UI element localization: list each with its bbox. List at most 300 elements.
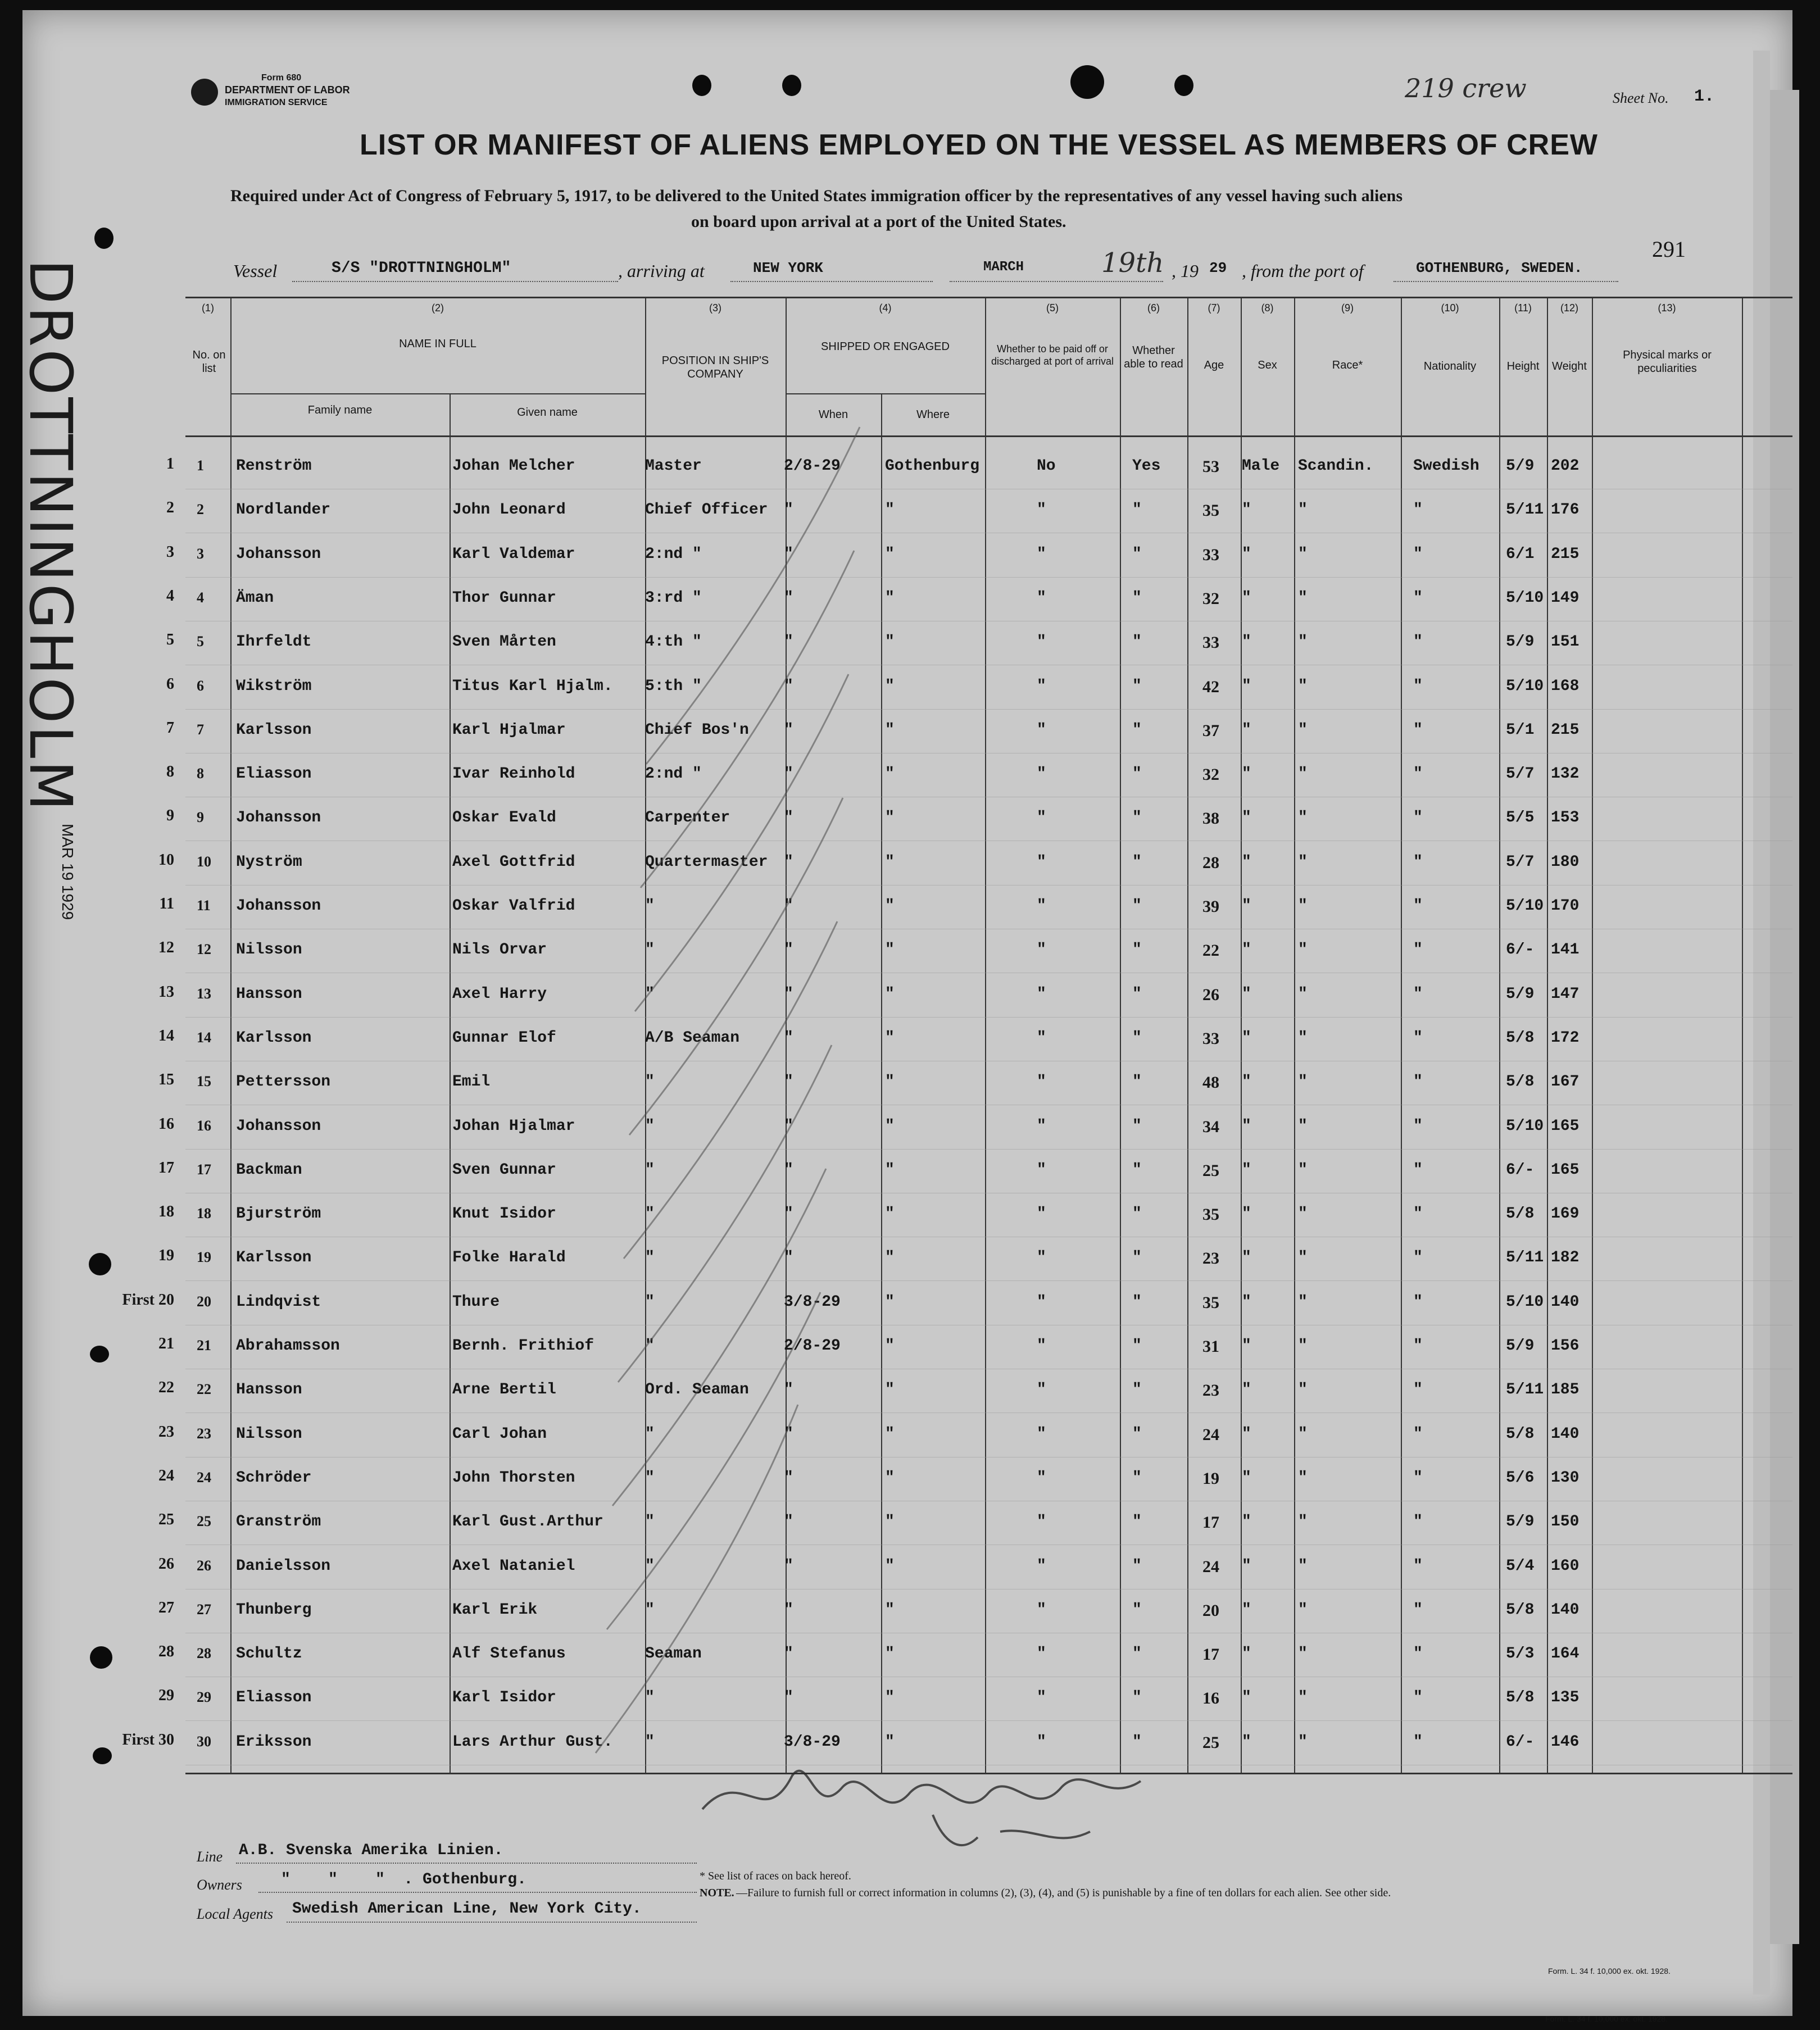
cell-paid: " [1037, 1337, 1046, 1355]
cell-race: Scandin. [1298, 457, 1374, 475]
row-number: 7 [197, 721, 204, 738]
date-underline [950, 281, 1163, 282]
cell-sex: " [1242, 589, 1251, 607]
cell-read: " [1132, 545, 1142, 563]
cell-race: " [1298, 1469, 1308, 1487]
arriving-label: , arriving at [618, 261, 705, 281]
cell-paid: " [1037, 897, 1046, 915]
cell-when: " [784, 1557, 793, 1575]
row-number: 10 [197, 853, 211, 870]
note-label: NOTE. [700, 1887, 734, 1899]
row-number: 2 [197, 501, 204, 518]
cell-paid: " [1037, 853, 1046, 871]
cell-family: Lindqvist [236, 1293, 321, 1311]
cell-height: 5/11 [1506, 1249, 1544, 1267]
cell-given: Thor Gunnar [452, 589, 556, 607]
cell-weight: 164 [1551, 1645, 1580, 1663]
cell-position: Chief Officer [645, 501, 768, 519]
cell-given: Alf Stefanus [452, 1645, 566, 1663]
cell-family: Ihrfeldt [236, 633, 312, 651]
cell-when: " [784, 897, 793, 915]
header-when: When [818, 408, 848, 421]
owners-underline [258, 1892, 697, 1893]
line-label: Line [197, 1849, 223, 1865]
cell-nat: " [1413, 1073, 1423, 1091]
cell-where: " [885, 721, 895, 739]
agents-value: Swedish American Line, New York City. [292, 1900, 642, 1918]
side-row-number: 15 [158, 1071, 174, 1089]
row-number: 17 [197, 1161, 211, 1178]
cell-sex: " [1242, 853, 1251, 871]
note-text: —Failure to furnish full or correct information in columns (2), (3), (4), and (5) is punishable by a fine of ten dollars for each alien. See other side. [736, 1887, 1391, 1899]
cell-age: 20 [1202, 1601, 1219, 1620]
cell-read: " [1132, 721, 1142, 739]
cell-race: " [1298, 985, 1308, 1003]
cell-weight: 185 [1551, 1381, 1580, 1399]
cell-read: " [1132, 677, 1142, 695]
cell-where: " [885, 1557, 895, 1575]
cell-position: " [645, 941, 655, 959]
cell-race: " [1298, 1293, 1308, 1311]
cell-race: " [1298, 677, 1308, 695]
header-able-read: Whether able to read [1124, 344, 1183, 370]
cell-age: 23 [1202, 1249, 1219, 1268]
cell-read: " [1132, 1381, 1142, 1399]
row-number: 24 [197, 1469, 211, 1486]
cell-nat: " [1413, 941, 1423, 959]
cell-when: " [784, 853, 793, 871]
vessel-label: Vessel [233, 261, 278, 281]
cell-where: " [885, 809, 895, 827]
cell-weight: 153 [1551, 809, 1580, 827]
cell-paid: " [1037, 1645, 1046, 1663]
side-row-number: 12 [158, 939, 174, 957]
cell-weight: 182 [1551, 1249, 1580, 1267]
cell-sex: " [1242, 721, 1251, 739]
cell-family: Johansson [236, 897, 321, 915]
cell-read: " [1132, 1293, 1142, 1311]
cell-read: " [1132, 1249, 1142, 1267]
cell-race: " [1298, 545, 1308, 563]
cell-race: " [1298, 1117, 1308, 1135]
cell-where: " [885, 1293, 895, 1311]
cell-where: " [885, 897, 895, 915]
col-number: (7) [1208, 302, 1220, 314]
cell-height: 5/10 [1506, 677, 1544, 695]
department-seal [191, 79, 218, 106]
cell-when: " [784, 1161, 793, 1179]
cell-when: " [784, 1469, 793, 1487]
cell-position: Chief Bos'n [645, 721, 749, 739]
cell-where: " [885, 677, 895, 695]
cell-position: " [645, 1689, 655, 1707]
cell-position: " [645, 1073, 655, 1091]
cell-given: Knut Isidor [452, 1205, 556, 1223]
cell-given: Gunnar Elof [452, 1029, 556, 1047]
header-family-name: Family name [307, 404, 373, 416]
row-number: 15 [197, 1073, 211, 1090]
cell-family: Renström [236, 457, 312, 475]
cell-weight: 149 [1551, 589, 1580, 607]
row-number: 22 [197, 1381, 211, 1398]
cell-position: " [645, 985, 655, 1003]
cell-family: Backman [236, 1161, 302, 1179]
cell-age: 38 [1202, 809, 1219, 828]
side-row-number: 7 [166, 719, 174, 737]
cell-where: " [885, 1645, 895, 1663]
cell-family: Eriksson [236, 1733, 312, 1751]
col-number: (11) [1514, 302, 1532, 314]
cell-family: Nilsson [236, 941, 302, 959]
cell-height: 6/- [1506, 941, 1535, 959]
cell-race: " [1298, 941, 1308, 959]
cell-height: 5/9 [1506, 633, 1535, 651]
cell-when: " [784, 1381, 793, 1399]
cell-race: " [1298, 721, 1308, 739]
cell-sex: " [1242, 1029, 1251, 1047]
cell-race: " [1298, 1425, 1308, 1443]
cell-nat: " [1413, 721, 1423, 739]
row-number: 30 [197, 1733, 211, 1750]
row-number: 25 [197, 1513, 211, 1530]
col-number: (4) [879, 302, 892, 314]
row-number: 27 [197, 1601, 211, 1618]
cell-age: 28 [1202, 853, 1219, 872]
col-number: (9) [1341, 302, 1354, 314]
arriving-underline [730, 281, 933, 282]
cell-height: 6/- [1506, 1733, 1535, 1751]
side-row-number: 9 [166, 807, 174, 825]
side-row-number: 21 [158, 1335, 174, 1352]
cell-when: " [784, 1601, 793, 1619]
cell-height: 5/8 [1506, 1601, 1535, 1619]
header-paid-off: Whether to be paid off or discharged at port of arrival [991, 343, 1114, 367]
cell-paid: " [1037, 501, 1046, 519]
cell-when: " [784, 985, 793, 1003]
cell-when: " [784, 1029, 793, 1047]
cell-height: 5/11 [1506, 1381, 1544, 1399]
cell-sex: " [1242, 1161, 1251, 1179]
cell-age: 32 [1202, 589, 1219, 608]
header-position: POSITION IN SHIP'S COMPANY [661, 355, 769, 380]
cell-read: " [1132, 765, 1142, 783]
owners-value: " " " . Gothenburg. [281, 1871, 527, 1888]
header-where: Where [916, 408, 950, 421]
cell-read: " [1132, 941, 1142, 959]
cell-position: " [645, 1205, 655, 1223]
side-row-number: 23 [158, 1423, 174, 1441]
document-subtitle-2: on board upon arrival at a port of the United States. [691, 212, 1066, 231]
cell-when: " [784, 721, 793, 739]
side-row-number: 24 [158, 1466, 174, 1484]
row-number: 16 [197, 1117, 211, 1134]
cell-where: " [885, 1205, 895, 1223]
row-number: 14 [197, 1029, 211, 1046]
punch-hole [1070, 65, 1104, 99]
cell-nat: " [1413, 1469, 1423, 1487]
cell-read: " [1132, 1733, 1142, 1751]
cell-family: Karlsson [236, 721, 312, 739]
cell-given: John Thorsten [452, 1469, 575, 1487]
cell-given: Karl Hjalmar [452, 721, 566, 739]
cell-position: " [645, 1249, 655, 1267]
row-number: 12 [197, 941, 211, 958]
cell-age: 16 [1202, 1689, 1219, 1708]
row-number: 3 [197, 545, 204, 562]
service-label: IMMIGRATION SERVICE [225, 98, 328, 107]
table-top-border [185, 297, 1792, 298]
col-number: (8) [1261, 302, 1274, 314]
cell-read: " [1132, 1425, 1142, 1443]
cell-paid: " [1037, 1161, 1046, 1179]
cell-nat: " [1413, 1645, 1423, 1663]
cell-paid: " [1037, 1249, 1046, 1267]
cell-where: " [885, 501, 895, 519]
cell-age: 33 [1202, 545, 1219, 564]
cell-read: " [1132, 1513, 1142, 1531]
cell-nat: " [1413, 589, 1423, 607]
cell-paid: " [1037, 545, 1046, 563]
cell-family: Johansson [236, 545, 321, 563]
line-underline [236, 1863, 697, 1864]
cell-weight: 202 [1551, 457, 1580, 475]
cell-paid: " [1037, 1469, 1046, 1487]
cell-where: " [885, 1601, 895, 1619]
cell-when: 2/8-29 [784, 1337, 841, 1355]
cell-age: 19 [1202, 1469, 1219, 1488]
cell-nat: " [1413, 1249, 1423, 1267]
cell-weight: 167 [1551, 1073, 1580, 1091]
side-row-number: 27 [158, 1598, 174, 1616]
cell-read: " [1132, 1601, 1142, 1619]
cell-sex: " [1242, 941, 1251, 959]
cell-weight: 147 [1551, 985, 1580, 1003]
cell-family: Johansson [236, 1117, 321, 1135]
cell-sex: " [1242, 765, 1251, 783]
cell-read: " [1132, 1689, 1142, 1707]
cell-where: " [885, 941, 895, 959]
cell-age: 37 [1202, 721, 1219, 740]
cell-family: Nilsson [236, 1425, 302, 1443]
cell-family: Eliasson [236, 1689, 312, 1707]
cell-race: " [1298, 1601, 1308, 1619]
cell-race: " [1298, 1557, 1308, 1575]
cell-paid: " [1037, 1557, 1046, 1575]
cell-weight: 172 [1551, 1029, 1580, 1047]
cell-position: Carpenter [645, 809, 730, 827]
cell-given: Sven Gunnar [452, 1161, 556, 1179]
col-number: (10) [1441, 302, 1459, 314]
cell-age: 32 [1202, 765, 1219, 784]
from-underline [1394, 281, 1618, 282]
cell-height: 5/8 [1506, 1073, 1535, 1091]
cell-position: 2:nd " [645, 765, 702, 783]
header-nationality: Nationality [1423, 360, 1477, 373]
side-row-number: 22 [158, 1379, 174, 1397]
document-title: LIST OR MANIFEST OF ALIENS EMPLOYED ON THE VESSEL AS MEMBERS OF CREW [360, 129, 1598, 161]
cell-given: Karl Gust.Arthur [452, 1513, 603, 1531]
vessel-underline [292, 281, 618, 282]
cell-read: " [1132, 1645, 1142, 1663]
cell-position: " [645, 1425, 655, 1443]
header-weight: Weight [1552, 360, 1587, 373]
cell-height: 5/8 [1506, 1689, 1535, 1707]
cell-sex: " [1242, 1557, 1251, 1575]
cell-where: " [885, 1029, 895, 1047]
cell-nat: " [1413, 897, 1423, 915]
side-row-number: 1 [166, 455, 174, 473]
cell-paid: " [1037, 1733, 1046, 1751]
cell-height: 6/- [1506, 1161, 1535, 1179]
cell-race: " [1298, 1337, 1308, 1355]
cell-age: 35 [1202, 501, 1219, 520]
row-number: 18 [197, 1205, 211, 1222]
cell-sex: " [1242, 1249, 1251, 1267]
cell-where: " [885, 1381, 895, 1399]
side-row-number: 26 [158, 1555, 174, 1573]
cell-family: Nordlander [236, 501, 331, 519]
cell-family: Johansson [236, 809, 321, 827]
row-number: 4 [197, 589, 204, 606]
cell-family: Äman [236, 589, 274, 607]
cell-paid: " [1037, 1293, 1046, 1311]
cell-age: 35 [1202, 1293, 1219, 1312]
cell-when: 3/8-29 [784, 1733, 841, 1751]
cell-sex: " [1242, 1601, 1251, 1619]
cell-paid: " [1037, 1513, 1046, 1531]
cell-nat: " [1413, 501, 1423, 519]
cell-given: Axel Harry [452, 985, 547, 1003]
cell-nat: " [1413, 1117, 1423, 1135]
cell-weight: 140 [1551, 1293, 1580, 1311]
cell-family: Schröder [236, 1469, 312, 1487]
cell-age: 33 [1202, 633, 1219, 652]
side-row-number: 5 [166, 631, 174, 649]
cell-nat: " [1413, 1733, 1423, 1751]
cell-nat: " [1413, 1337, 1423, 1355]
cell-position: " [645, 1293, 655, 1311]
cell-where: " [885, 1249, 895, 1267]
col-number: (1) [202, 302, 214, 314]
cell-age: 48 [1202, 1073, 1219, 1092]
cell-sex: " [1242, 633, 1251, 651]
cell-paid: " [1037, 941, 1046, 959]
row-number: 13 [197, 985, 211, 1002]
cell-nat: " [1413, 809, 1423, 827]
cell-family: Hansson [236, 985, 302, 1003]
cell-sex: " [1242, 677, 1251, 695]
cell-race: " [1298, 1381, 1308, 1399]
cell-race: " [1298, 1073, 1308, 1091]
row-number: 1 [197, 457, 204, 474]
cell-position: 2:nd " [645, 545, 702, 563]
cell-read: " [1132, 1161, 1142, 1179]
cell-where: " [885, 1117, 895, 1135]
cell-given: Carl Johan [452, 1425, 547, 1443]
header-sex: Sex [1258, 359, 1277, 371]
cell-read: " [1132, 1117, 1142, 1135]
cell-paid: " [1037, 633, 1046, 651]
cell-height: 5/8 [1506, 1029, 1535, 1047]
header-physical-marks: Physical marks or peculiarities [1623, 349, 1712, 375]
cell-family: Pettersson [236, 1073, 331, 1091]
cell-age: 31 [1202, 1337, 1219, 1356]
cell-height: 5/9 [1506, 1513, 1535, 1531]
row-number: 26 [197, 1557, 211, 1574]
cell-race: " [1298, 1205, 1308, 1223]
cell-sex: " [1242, 1337, 1251, 1355]
line-value: A.B. Svenska Amerika Linien. [239, 1842, 503, 1859]
agents-underline [287, 1922, 697, 1923]
cell-race: " [1298, 1689, 1308, 1707]
cell-age: 24 [1202, 1425, 1219, 1444]
cell-given: Axel Gottfrid [452, 853, 575, 871]
cell-position: " [645, 1161, 655, 1179]
cell-position: 3:rd " [645, 589, 702, 607]
cell-age: 25 [1202, 1161, 1219, 1180]
header-name-in-full: NAME IN FULL [399, 338, 476, 350]
cell-read: " [1132, 1073, 1142, 1091]
cell-age: 35 [1202, 1205, 1219, 1224]
col-number: (3) [709, 302, 721, 314]
cell-weight: 140 [1551, 1601, 1580, 1619]
cell-height: 5/1 [1506, 721, 1535, 739]
cell-height: 5/10 [1506, 897, 1544, 915]
cell-family: Nyström [236, 853, 302, 871]
cell-height: 5/8 [1506, 1425, 1535, 1443]
cell-race: " [1298, 1161, 1308, 1179]
row-number: 9 [197, 809, 204, 826]
col-number: (6) [1147, 302, 1160, 314]
cell-where: " [885, 1513, 895, 1531]
cell-where: " [885, 589, 895, 607]
row-number: 19 [197, 1249, 211, 1266]
side-row-number: 4 [166, 587, 174, 605]
cell-given: Karl Erik [452, 1601, 538, 1619]
cell-when: 2/8-29 [784, 457, 841, 475]
punch-hole [1174, 75, 1193, 96]
cell-height: 5/10 [1506, 589, 1544, 607]
cell-where: " [885, 1469, 895, 1487]
cell-weight: 132 [1551, 765, 1580, 783]
row-number: 29 [197, 1689, 211, 1706]
cell-height: 5/10 [1506, 1293, 1544, 1311]
cell-race: " [1298, 809, 1308, 827]
cell-nat: " [1413, 677, 1423, 695]
cell-family: Eliasson [236, 765, 312, 783]
year-prefix: , 19 [1172, 261, 1199, 281]
cell-weight: 141 [1551, 941, 1580, 959]
cell-paid: " [1037, 1073, 1046, 1091]
cell-when: " [784, 545, 793, 563]
cell-weight: 165 [1551, 1117, 1580, 1135]
cell-nat: " [1413, 765, 1423, 783]
cell-where: " [885, 853, 895, 871]
arrival-day: 19th [1101, 247, 1164, 279]
cell-family: Karlsson [236, 1029, 312, 1047]
cell-race: " [1298, 897, 1308, 915]
cell-weight: 150 [1551, 1513, 1580, 1531]
cell-age: 23 [1202, 1381, 1219, 1400]
cell-weight: 168 [1551, 677, 1580, 695]
cell-position: " [645, 1117, 655, 1135]
cell-sex: " [1242, 1425, 1251, 1443]
side-row-number: 10 [158, 851, 174, 869]
cell-nat: " [1413, 1513, 1423, 1531]
cell-paid: " [1037, 721, 1046, 739]
cell-family: Schultz [236, 1645, 302, 1663]
punch-hole [782, 75, 801, 96]
